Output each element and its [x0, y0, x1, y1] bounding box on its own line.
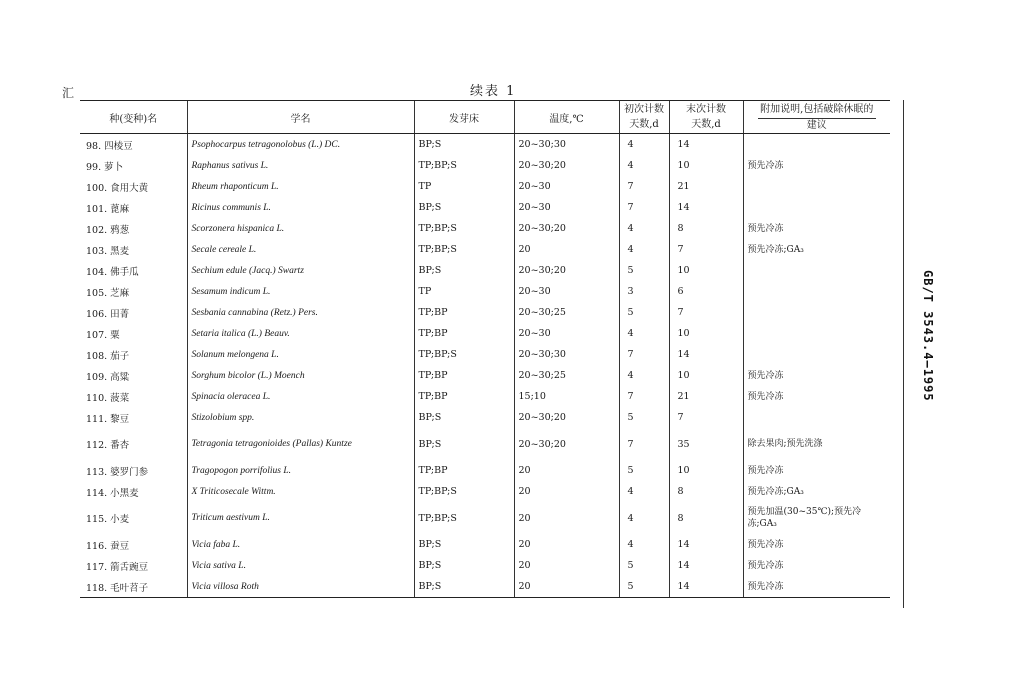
- cell-species: 104. 佛手瓜: [86, 266, 139, 278]
- cell-species: 111. 黎豆: [86, 413, 130, 425]
- table-row: [80, 428, 890, 460]
- cell-latin-name: Triticum aestivum L.: [187, 502, 414, 534]
- cell-final-count: 7: [669, 239, 743, 260]
- cell-temperature: 20~30;30: [514, 134, 619, 156]
- cell-notes: [743, 260, 890, 281]
- cell-final-count: 21: [669, 386, 743, 407]
- cell-notes: [743, 176, 890, 197]
- cell-substrate: TP;BP: [414, 460, 514, 481]
- cell-final-count: 10: [669, 155, 743, 176]
- header-final-count-top: 末次计数: [686, 104, 726, 115]
- cell-latin-name: Sorghum bicolor (L.) Moench: [187, 365, 414, 386]
- cell-species: 103. 黑麦: [86, 245, 130, 257]
- table-row: [80, 197, 890, 218]
- cell-temperature: 20: [514, 502, 619, 534]
- cell-latin-name: Setaria italica (L.) Beauv.: [187, 323, 414, 344]
- table-row: [80, 502, 890, 534]
- cell-species: 113. 婆罗门参: [86, 466, 149, 478]
- cell-substrate: TP;BP;S: [414, 155, 514, 176]
- cell-final-count: 8: [669, 481, 743, 502]
- cell-latin-name: X Triticosecale Wittm.: [187, 481, 414, 502]
- cell-substrate: TP;BP: [414, 365, 514, 386]
- cell-substrate: TP;BP;S: [414, 218, 514, 239]
- cell-notes: [743, 281, 890, 302]
- cell-final-count: 14: [669, 555, 743, 576]
- cell-first-count: 4: [619, 323, 669, 344]
- cell-temperature: 20: [514, 576, 619, 598]
- standard-code: GB/T 3543.4—1995: [921, 270, 935, 402]
- cell-temperature: 20: [514, 481, 619, 502]
- cell-latin-name: Secale cereale L.: [187, 239, 414, 260]
- cell-latin-name: Raphanus sativus L.: [187, 155, 414, 176]
- table-row: [80, 260, 890, 281]
- cell-notes: [743, 197, 890, 218]
- cell-species: 98. 四棱豆: [86, 140, 133, 152]
- cell-first-count: 4: [619, 218, 669, 239]
- cell-first-count: 7: [619, 386, 669, 407]
- cell-notes: 预先冷冻: [743, 365, 890, 386]
- table-row: [80, 365, 890, 386]
- cell-latin-name: Scorzonera hispanica L.: [187, 218, 414, 239]
- right-margin-rule: [903, 100, 904, 608]
- cell-latin-name: Sesamum indicum L.: [187, 281, 414, 302]
- cell-substrate: BP;S: [414, 407, 514, 428]
- table-row: [80, 576, 890, 598]
- cell-notes: [743, 302, 890, 323]
- cell-final-count: 14: [669, 576, 743, 598]
- cell-first-count: 7: [619, 176, 669, 197]
- table-body: [80, 134, 890, 598]
- cell-temperature: 20~30;20: [514, 260, 619, 281]
- cell-final-count: 14: [669, 197, 743, 218]
- cell-substrate: BP;S: [414, 576, 514, 598]
- header-first-count: [619, 101, 669, 134]
- cell-substrate: BP;S: [414, 260, 514, 281]
- table-row: [80, 407, 890, 428]
- cell-temperature: 20~30: [514, 197, 619, 218]
- cell-first-count: 4: [619, 481, 669, 502]
- cell-latin-name: Tetragonia tetragonioides (Pallas) Kuntze: [187, 428, 414, 460]
- table-row: [80, 176, 890, 197]
- cell-latin-name: Spinacia oleracea L.: [187, 386, 414, 407]
- cell-species: 99. 萝卜: [86, 161, 124, 173]
- cell-first-count: 4: [619, 365, 669, 386]
- cell-species: 102. 鸦葱: [86, 224, 130, 236]
- cell-temperature: 20~30: [514, 323, 619, 344]
- cell-species: 105. 芝麻: [86, 287, 130, 299]
- cell-substrate: BP;S: [414, 428, 514, 460]
- table-row: [80, 481, 890, 502]
- header-notes-top: 附加说明,包括破除休眠的: [760, 104, 874, 115]
- cell-substrate: BP;S: [414, 534, 514, 555]
- cell-temperature: 20: [514, 460, 619, 481]
- cell-first-count: 4: [619, 502, 669, 534]
- cell-notes: [743, 323, 890, 344]
- table-row: [80, 534, 890, 555]
- cell-species: 118. 毛叶苕子: [80, 576, 187, 598]
- table-row: [80, 155, 890, 176]
- cell-first-count: 5: [619, 302, 669, 323]
- cell-first-count: 4: [619, 155, 669, 176]
- cell-notes: 预先冷冻: [743, 555, 890, 576]
- header-first-count-top: 初次计数: [624, 104, 664, 115]
- cell-temperature: 15;10: [514, 386, 619, 407]
- cell-final-count: 14: [669, 344, 743, 365]
- cell-notes: 预先冷冻: [743, 460, 890, 481]
- cell-final-count: 10: [669, 323, 743, 344]
- cell-species: 110. 菠菜: [86, 392, 130, 404]
- cell-temperature: 20: [514, 555, 619, 576]
- cell-latin-name: Tragopogon porrifolius L.: [187, 460, 414, 481]
- cell-final-count: 10: [669, 460, 743, 481]
- table-row: [80, 323, 890, 344]
- cell-latin-name: Vicia villosa Roth: [187, 576, 414, 598]
- cell-species: 100. 食用大黄: [86, 182, 149, 194]
- cell-notes: [743, 344, 890, 365]
- cell-notes: 除去果肉;预先洗涤: [743, 428, 890, 460]
- cell-latin-name: Psophocarpus tetragonolobus (L.) DC.: [187, 134, 414, 156]
- cell-notes: 预先加温(30~35℃);预先冷冻;GA₃: [743, 502, 890, 534]
- cell-temperature: 20~30;25: [514, 365, 619, 386]
- header-species: 种(变种)名: [80, 101, 187, 134]
- cell-first-count: 5: [619, 460, 669, 481]
- cell-final-count: 14: [669, 534, 743, 555]
- cell-species: 101. 蓖麻: [86, 203, 130, 215]
- cell-first-count: 3: [619, 281, 669, 302]
- cell-final-count: 8: [669, 218, 743, 239]
- cell-substrate: TP;BP: [414, 323, 514, 344]
- cell-temperature: 20~30;20: [514, 428, 619, 460]
- cell-final-count: 8: [669, 502, 743, 534]
- cell-latin-name: Vicia sativa L.: [187, 555, 414, 576]
- cell-temperature: 20~30;20: [514, 218, 619, 239]
- cell-first-count: 4: [619, 534, 669, 555]
- cell-substrate: BP;S: [414, 197, 514, 218]
- header-row: [80, 101, 890, 134]
- cell-final-count: 10: [669, 260, 743, 281]
- cell-substrate: TP: [414, 176, 514, 197]
- cell-notes: 预先冷冻;GA₃: [743, 239, 890, 260]
- table-row: [80, 555, 890, 576]
- cell-species: 112. 番杏: [86, 440, 130, 451]
- cell-notes: [743, 134, 890, 156]
- cell-notes: 预先冷冻: [743, 218, 890, 239]
- cell-first-count: 7: [619, 197, 669, 218]
- cell-species: 108. 茄子: [86, 350, 130, 362]
- header-temperature: 温度,℃: [514, 101, 619, 134]
- cell-notes: 预先冷冻: [743, 155, 890, 176]
- table-row: [80, 281, 890, 302]
- cell-latin-name: Stizolobium spp.: [187, 407, 414, 428]
- table-title: 续表 1: [470, 84, 517, 99]
- cell-temperature: 20~30;25: [514, 302, 619, 323]
- table-row: [80, 460, 890, 481]
- cell-notes: [743, 407, 890, 428]
- cell-notes: 预先冷冻: [743, 534, 890, 555]
- cell-species: 117. 箭舌豌豆: [86, 561, 149, 573]
- cell-temperature: 20~30: [514, 281, 619, 302]
- header-notes-bottom: 建议: [758, 118, 877, 132]
- cell-temperature: 20: [514, 534, 619, 555]
- cell-substrate: TP;BP;S: [414, 344, 514, 365]
- cell-latin-name: Ricinus communis L.: [187, 197, 414, 218]
- cell-notes: 预先冷冻: [743, 576, 890, 598]
- cell-substrate: TP;BP;S: [414, 239, 514, 260]
- cell-species: 109. 高粱: [86, 371, 130, 383]
- cell-latin-name: Sechium edule (Jacq.) Swartz: [187, 260, 414, 281]
- cell-first-count: 7: [619, 428, 669, 460]
- cell-substrate: TP;BP: [414, 386, 514, 407]
- cell-substrate: BP;S: [414, 134, 514, 156]
- header-notes: [743, 101, 890, 134]
- cell-substrate: TP;BP;S: [414, 481, 514, 502]
- table-row: [80, 218, 890, 239]
- cell-first-count: 5: [619, 555, 669, 576]
- cell-first-count: 7: [619, 344, 669, 365]
- cell-final-count: 21: [669, 176, 743, 197]
- table-row: [80, 302, 890, 323]
- cell-first-count: 4: [619, 134, 669, 156]
- table-row: [80, 134, 890, 156]
- cell-latin-name: Sesbania cannabina (Retz.) Pers.: [187, 302, 414, 323]
- cell-substrate: BP;S: [414, 555, 514, 576]
- page-mark: 汇: [62, 86, 75, 100]
- header-latin-name: 学名: [187, 101, 414, 134]
- germination-table: [80, 100, 890, 598]
- cell-species: 107. 粟: [86, 329, 120, 341]
- cell-substrate: TP;BP: [414, 302, 514, 323]
- cell-first-count: 5: [619, 576, 669, 598]
- header-final-count-bottom: 天数,d: [691, 119, 721, 130]
- cell-final-count: 6: [669, 281, 743, 302]
- cell-latin-name: Rheum rhaponticum L.: [187, 176, 414, 197]
- cell-notes: 预先冷冻: [743, 386, 890, 407]
- cell-final-count: 7: [669, 302, 743, 323]
- cell-first-count: 4: [619, 239, 669, 260]
- cell-final-count: 35: [669, 428, 743, 460]
- cell-substrate: TP: [414, 281, 514, 302]
- cell-first-count: 5: [619, 407, 669, 428]
- cell-first-count: 5: [619, 260, 669, 281]
- table-row: [80, 386, 890, 407]
- cell-species: 106. 田菁: [86, 308, 130, 320]
- cell-latin-name: Solanum melongena L.: [187, 344, 414, 365]
- cell-species: 116. 蚕豆: [86, 540, 130, 552]
- cell-temperature: 20~30;20: [514, 155, 619, 176]
- cell-final-count: 14: [669, 134, 743, 156]
- header-first-count-bottom: 天数,d: [629, 119, 659, 130]
- cell-latin-name: Vicia faba L.: [187, 534, 414, 555]
- cell-species: 115. 小麦: [86, 514, 130, 525]
- cell-final-count: 10: [669, 365, 743, 386]
- cell-temperature: 20~30;30: [514, 344, 619, 365]
- cell-final-count: 7: [669, 407, 743, 428]
- cell-species: 114. 小黑麦: [86, 487, 139, 499]
- cell-temperature: 20~30;20: [514, 407, 619, 428]
- header-substrate: 发芽床: [414, 101, 514, 134]
- table-row: [80, 344, 890, 365]
- cell-notes: 预先冷冻;GA₃: [743, 481, 890, 502]
- cell-temperature: 20~30: [514, 176, 619, 197]
- cell-temperature: 20: [514, 239, 619, 260]
- cell-substrate: TP;BP;S: [414, 502, 514, 534]
- header-final-count: [669, 101, 743, 134]
- table-row: [80, 239, 890, 260]
